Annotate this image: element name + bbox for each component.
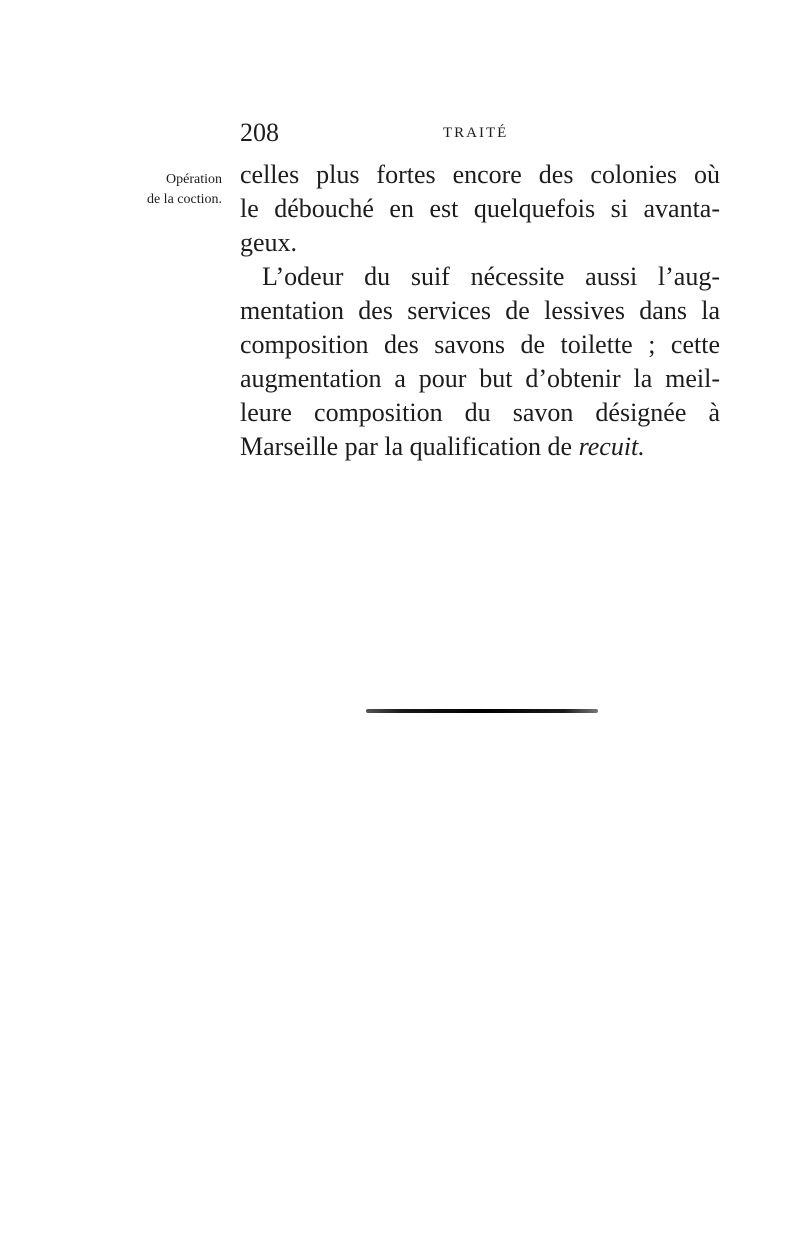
text-line: mentation des services de lessives dans la bbox=[240, 296, 720, 325]
paragraph-start-line: L’odeur du suif nécessite aussi l’aug- bbox=[262, 262, 720, 291]
body-text bbox=[240, 158, 720, 464]
margin-note-line-2: de la coction. bbox=[146, 192, 222, 207]
text-line: geux. bbox=[240, 228, 298, 257]
running-head: TRAITÉ bbox=[443, 125, 509, 141]
text-line: augmentation a pour but d’obtenir la meil- bbox=[240, 364, 720, 393]
text-line-last bbox=[240, 430, 720, 464]
section-end-rule bbox=[366, 709, 598, 713]
text-line: composition des savons de toilette ; cette bbox=[240, 330, 720, 359]
text-line: le débouché en est quelquefois si avanta- bbox=[240, 194, 720, 223]
last-line-text: Marseille par la qualification de bbox=[240, 432, 579, 461]
margin-note bbox=[110, 170, 222, 210]
text-line: leure composition du savon désignée à bbox=[240, 398, 720, 427]
text-line: celles plus fortes encore des colonies où bbox=[240, 160, 720, 189]
margin-note-line-1: Opération bbox=[166, 172, 222, 187]
page-number: 208 bbox=[240, 118, 279, 147]
italic-term: recuit. bbox=[578, 432, 645, 461]
page-header bbox=[240, 118, 720, 150]
